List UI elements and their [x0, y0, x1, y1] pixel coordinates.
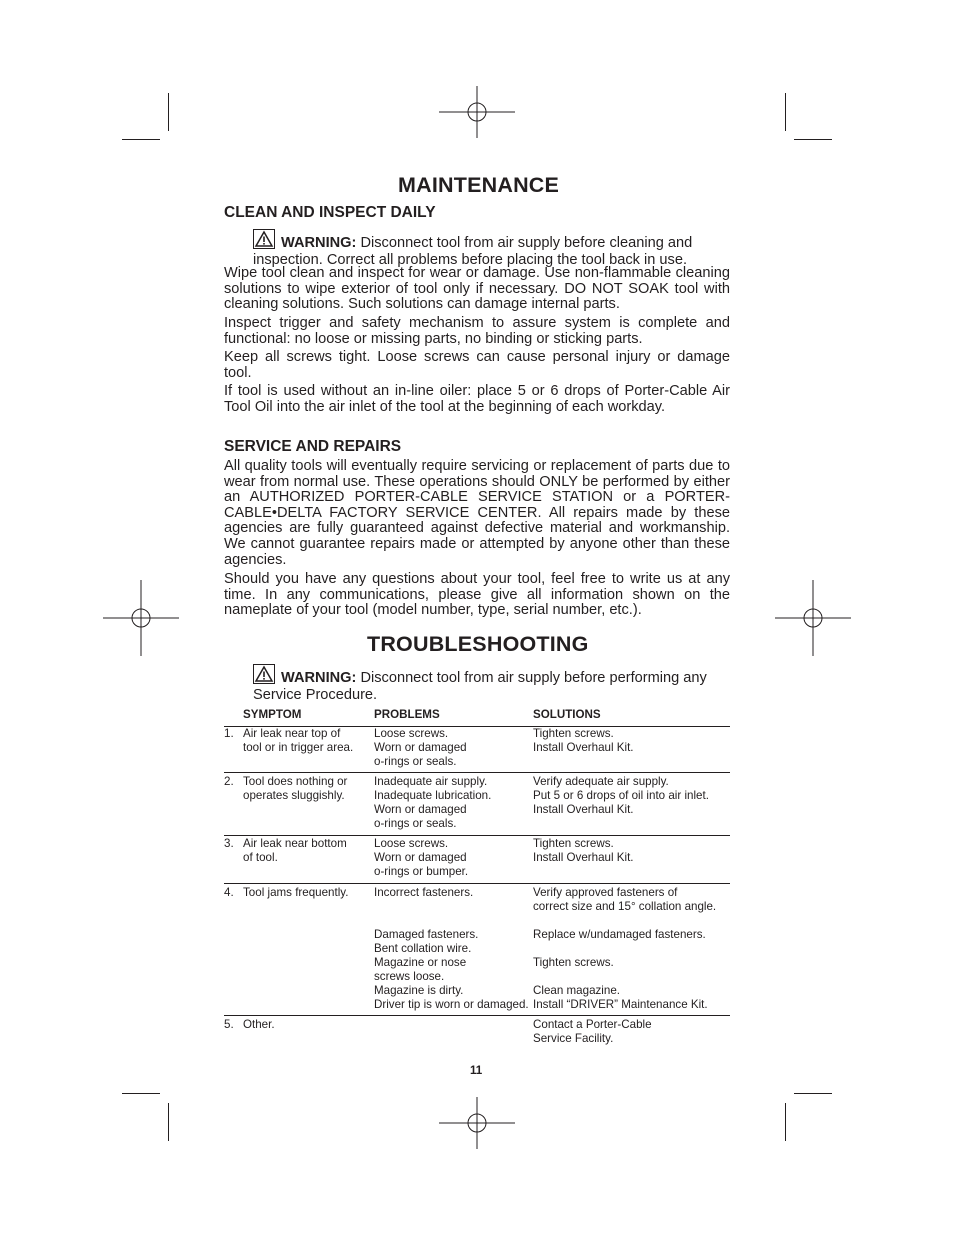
- symptom-cell: Air leak near bottom of tool.: [243, 837, 347, 864]
- registration-mark-icon: [439, 1085, 515, 1161]
- warning-text: Disconnect tool from air supply before performing any Service Procedure.: [253, 670, 707, 703]
- paragraph: All quality tools will eventually require servicing or replacement of parts due to wear from normal use. These operations should ONLY be performed by either an AUTHORIZED PORTER-CABLE SERVICE STATION or a PORTER-CABLE•DELTA FACTORY SERVICE CENTER. All repairs made by these agencies are fully guaranteed against defective material and workmanship. We cannot guarantee repairs made or attempted by anyone other than these agencies.: [224, 458, 730, 568]
- problems-cell: Loose screws. Worn or damaged o-rings or bumper.: [374, 837, 469, 878]
- row-number: 2.: [224, 775, 234, 788]
- solutions-cell: Tighten screws. Install Overhaul Kit.: [533, 837, 634, 864]
- paragraph: If tool is used without an in-line oiler: place 5 or 6 drops of Porter-Cable Air Tool Oil into the air inlet of the tool at the beginning of each workday.: [224, 383, 730, 415]
- symptom-cell: Other.: [243, 1018, 275, 1031]
- paragraph: Inspect trigger and safety mechanism to assure system is complete and functional: no loose or missing parts, no binding or sticking parts.: [224, 315, 730, 347]
- solutions-cell: Verify approved fasteners of correct size and 15° collation angle. Replace w/undamaged fasteners. Tighten screws. Clean magazine. Install “DRIVER” Maintenance Kit.: [533, 886, 717, 1011]
- header-problems: PROBLEMS: [374, 708, 440, 721]
- page-number: 11: [470, 1064, 483, 1077]
- service-repairs-heading: SERVICE AND REPAIRS: [224, 438, 402, 455]
- crop-mark: [122, 139, 160, 140]
- maintenance-warning: [253, 229, 730, 269]
- crop-mark: [168, 93, 169, 131]
- solutions-cell: Contact a Porter-Cable Service Facility.: [533, 1018, 652, 1045]
- symptom-cell: Tool jams frequently.: [243, 886, 349, 899]
- troubleshooting-warning: [253, 664, 730, 704]
- maintenance-title: MAINTENANCE: [398, 173, 560, 197]
- solutions-cell: Tighten screws. Install Overhaul Kit.: [533, 727, 634, 754]
- row-number: 3.: [224, 837, 234, 850]
- symptom-cell: Tool does nothing or operates sluggishly.: [243, 775, 348, 802]
- problems-cell: Inadequate air supply. Inadequate lubrication. Worn or damaged o-rings or seals.: [374, 775, 492, 830]
- header-solutions: SOLUTIONS: [533, 708, 601, 721]
- row-number: 5.: [224, 1018, 234, 1031]
- warning-triangle-icon: [253, 229, 275, 249]
- clean-inspect-heading: CLEAN AND INSPECT DAILY: [224, 204, 436, 221]
- warning-label: WARNING:: [281, 235, 357, 251]
- crop-mark: [168, 1103, 169, 1141]
- problems-cell: Incorrect fasteners. Damaged fasteners. Bent collation wire. Magazine or nose screws loose. Magazine is dirty. Driver tip is worn or damaged.: [374, 886, 529, 1011]
- registration-mark-icon: [439, 74, 515, 150]
- table-rule: [224, 772, 730, 773]
- warning-triangle-icon: [253, 664, 275, 684]
- table-rule: [224, 1015, 730, 1016]
- row-number: 4.: [224, 886, 234, 899]
- registration-mark-icon: [103, 580, 179, 656]
- warning-text: Disconnect tool from air supply before cleaning and inspection. Correct all problems before placing the tool back in use.: [253, 235, 693, 268]
- crop-mark: [794, 139, 832, 140]
- crop-mark: [122, 1093, 160, 1094]
- row-number: 1.: [224, 727, 234, 740]
- solutions-cell: Verify adequate air supply. Put 5 or 6 drops of oil into air inlet. Install Overhaul Kit.: [533, 775, 709, 816]
- registration-mark-icon: [775, 580, 851, 656]
- troubleshooting-title: TROUBLESHOOTING: [367, 632, 589, 656]
- header-symptom: SYMPTOM: [243, 708, 302, 721]
- problems-cell: Loose screws. Worn or damaged o-rings or seals.: [374, 727, 467, 768]
- table-rule: [224, 835, 730, 836]
- crop-mark: [785, 1103, 786, 1141]
- paragraph: Should you have any questions about your tool, feel free to write us at any time. In any communications, please give all information shown on the nameplate of your tool (model number, type, serial number, etc.).: [224, 571, 730, 619]
- crop-mark: [785, 93, 786, 131]
- paragraph: Wipe tool clean and inspect for wear or damage. Use non-flammable cleaning solutions to wipe exterior of tool only if necessary. DO NOT SOAK tool with cleaning solutions. Such solutions can damage internal parts.: [224, 265, 730, 313]
- crop-mark: [794, 1093, 832, 1094]
- table-rule: [224, 883, 730, 884]
- warning-label: WARNING:: [281, 670, 357, 686]
- paragraph: Keep all screws tight. Loose screws can cause personal injury or damage tool.: [224, 349, 730, 381]
- symptom-cell: Air leak near top of tool or in trigger area.: [243, 727, 354, 754]
